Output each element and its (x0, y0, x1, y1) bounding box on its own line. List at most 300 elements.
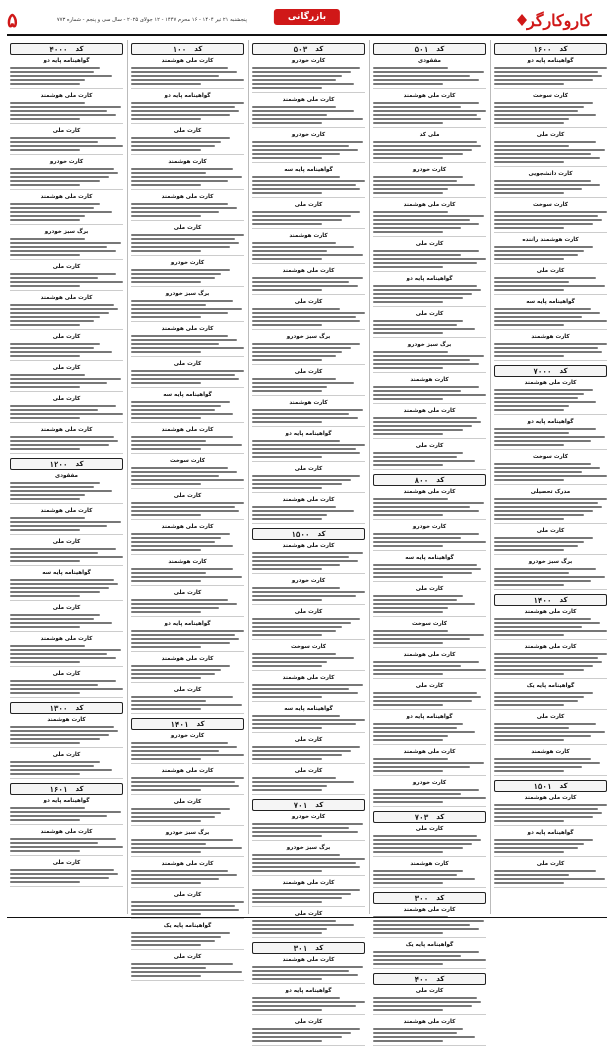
ad-separator (10, 534, 123, 535)
ad-text-line (494, 106, 584, 108)
ad-text-line (131, 781, 235, 783)
ad-text-line (494, 320, 607, 322)
ad-text-line (252, 661, 327, 663)
ad-text-line (10, 242, 121, 244)
ad-text-line (373, 878, 475, 880)
ad-text-line (10, 614, 100, 616)
ad-title: کارت ملی هوشمند (403, 907, 456, 913)
ad-text-line (131, 700, 206, 702)
ad-text-line (10, 448, 80, 450)
ad-separator (252, 983, 365, 984)
ad-text-line (252, 518, 322, 520)
ad-text-line (131, 203, 228, 205)
category-code-band (373, 474, 486, 486)
ad-text-line (252, 343, 360, 345)
ad-text-line (373, 997, 477, 999)
ad-title: کارت ملی هوشمند (282, 543, 335, 549)
ad-separator (252, 1014, 365, 1015)
issue-date-line: پنجشنبه ۲۱ تیر ۱۴۰۴ - ۱۶ محرم ۱۴۴۷ - ۱۲ جولای ۲۰۲۵ - سال سی و پنجم - شماره ۷۷۳ (56, 17, 247, 23)
ad-text-line (131, 172, 206, 174)
ad-text-line (373, 704, 443, 706)
ad-title: کارت هوشمند (531, 749, 570, 755)
ad-text-line (131, 932, 230, 934)
ad-title: کارت ملی (415, 988, 444, 994)
classified-ad (10, 752, 123, 779)
classified-ad (494, 268, 607, 295)
ad-title: گواهینامه پایه دو (285, 431, 332, 437)
ad-text-line (494, 626, 582, 628)
ad-text-line (252, 924, 354, 926)
ad-text-line (373, 533, 479, 535)
category-code-band (373, 43, 486, 55)
ad-title: کارت ملی (52, 334, 81, 340)
ad-text-line (131, 436, 233, 438)
ad-title: کارت ملی هوشمند (282, 880, 335, 886)
ad-text-line (131, 335, 228, 337)
ad-text-line (252, 781, 354, 783)
ad-separator (252, 573, 365, 574)
ad-text-line (373, 71, 484, 73)
classified-ad (10, 295, 123, 330)
ad-text-line (252, 599, 322, 601)
classified-ad (10, 717, 123, 748)
classified-ad (131, 733, 244, 764)
ad-text-line (131, 71, 237, 73)
ad-title: کارت ملی (415, 443, 444, 449)
ad-text-line (131, 75, 219, 77)
ad-title: کارت ملی هوشمند (40, 829, 93, 835)
classified-ad (10, 128, 123, 155)
ad-text-line (10, 645, 85, 647)
ad-text-line (10, 168, 114, 170)
ad-text-line (131, 483, 201, 485)
ad-text-line (494, 397, 578, 399)
ad-text-line (373, 576, 443, 578)
ad-separator (131, 763, 244, 764)
ad-text-line (373, 184, 475, 186)
ad-text-line (10, 494, 85, 496)
ad-text-line (131, 347, 244, 349)
classified-ad (10, 427, 123, 454)
ad-text-line (252, 510, 354, 512)
ad-text-line (252, 359, 322, 361)
ad-text-line (373, 421, 481, 423)
ad-text-line (10, 595, 80, 597)
ad-separator (252, 794, 365, 795)
ad-text-line (494, 149, 605, 151)
ad-text-line (494, 316, 582, 318)
ad-text-line (494, 192, 564, 194)
category-code-label: کد (196, 720, 205, 728)
ad-text-line (373, 835, 477, 837)
category-code: ۴۰۰۰ (49, 44, 68, 54)
ad-title: کارت ملی هوشمند (161, 524, 214, 530)
classified-ad (131, 830, 244, 857)
ad-title: کارت خودرو (291, 814, 326, 820)
ad-text-line (373, 122, 443, 124)
ad-text-line (131, 820, 201, 822)
ad-text-line (252, 785, 327, 787)
ad-separator (373, 709, 486, 710)
ad-text-line (10, 529, 80, 531)
ad-text-line (252, 149, 358, 151)
ad-separator (252, 395, 365, 396)
ad-text-line (252, 556, 349, 558)
ad-text-line (373, 766, 470, 768)
classified-ad (10, 636, 123, 667)
ad-text-line (131, 401, 230, 403)
classified-ad (252, 988, 365, 1015)
ad-title: برگ سبز خودرو (528, 559, 573, 565)
category-code: ۱۵۰۱ (533, 781, 552, 791)
ad-text-line (373, 700, 472, 702)
ad-text-line (373, 351, 448, 353)
ad-text-line (252, 409, 363, 411)
ad-text-line (131, 444, 242, 446)
category-code-label: کد (436, 476, 445, 484)
ad-text-line (494, 568, 596, 570)
classified-ad (131, 493, 244, 520)
ad-text-line (131, 611, 201, 613)
ad-text-line (252, 114, 327, 116)
ad-text-line (252, 145, 349, 147)
ad-text-line (252, 258, 322, 260)
category-code-band (494, 43, 607, 55)
ad-title: گواهینامه پایه دو (164, 93, 211, 99)
ad-text-line (494, 518, 564, 520)
ad-separator (131, 220, 244, 221)
ad-text-line (131, 168, 233, 170)
ad-text-line (494, 762, 600, 764)
ad-text-line (252, 862, 356, 864)
classified-ad (494, 299, 607, 330)
category-code: ۱۵۰۰ (291, 529, 310, 539)
ad-text-line (373, 611, 443, 613)
ad-text-line (373, 417, 477, 419)
classified-ad (252, 268, 365, 295)
ad-separator (131, 794, 244, 795)
ad-text-line (252, 456, 322, 458)
category-code-label: کد (315, 944, 324, 952)
ad-text-line (252, 591, 365, 593)
ad-text-line (494, 281, 569, 283)
ad-text-line (10, 486, 94, 488)
ad-text-line (373, 456, 457, 458)
ad-text-line (131, 234, 244, 236)
category-code-band (10, 702, 123, 714)
ad-text-line (373, 258, 486, 260)
ad-separator (131, 682, 244, 683)
ad-title: کارت ملی (173, 687, 202, 693)
ad-text-line (373, 839, 481, 841)
ad-text-line (494, 545, 578, 547)
ad-title: گواهینامه پایه دو (406, 276, 453, 282)
ad-text-line (252, 75, 342, 77)
classified-ad (494, 795, 607, 826)
ad-text-line (373, 1005, 472, 1007)
classified-ad (373, 988, 486, 1015)
ad-text-line (494, 727, 569, 729)
ad-separator (131, 713, 244, 714)
ad-title: کارت ملی هوشمند (161, 326, 214, 332)
ad-text-line (373, 870, 463, 872)
classified-ad (252, 497, 365, 524)
classified-ad (252, 202, 365, 229)
ad-text-line (373, 669, 486, 671)
classified-ad (373, 377, 486, 404)
category-code-label: کد (315, 801, 324, 809)
ad-text-line (494, 471, 582, 473)
ad-title: کارت ملی (294, 202, 323, 208)
classified-ad (373, 241, 486, 272)
ad-text-line (373, 727, 457, 729)
ad-text-line (252, 250, 327, 252)
ad-separator (131, 123, 244, 124)
ad-title: کارت ملی هوشمند (403, 652, 456, 658)
ad-text-line (373, 789, 479, 791)
ad-text-line (252, 889, 360, 891)
ad-text-line (10, 79, 85, 81)
ad-text-line (252, 277, 363, 279)
ad-text-line (373, 661, 479, 663)
classified-ad (373, 58, 486, 89)
ad-text-line (10, 409, 98, 411)
ad-text-line (252, 688, 349, 690)
category-code-label: کد (75, 704, 84, 712)
ad-text-line (252, 920, 336, 922)
ad-text-line (252, 71, 351, 73)
ad-text-line (10, 692, 80, 694)
ad-title: کارت ملی (536, 714, 565, 720)
ad-text-line (252, 312, 365, 314)
ad-text-line (131, 580, 201, 582)
ad-separator (373, 678, 486, 679)
ad-text-line (10, 343, 100, 345)
ad-separator (10, 824, 123, 825)
ad-title: کارت خودرو (412, 780, 447, 786)
ad-title: کارت ملی هوشمند (282, 268, 335, 274)
classified-ad (131, 194, 244, 221)
ad-text-line (373, 545, 443, 547)
ad-separator (373, 372, 486, 373)
ad-text-line (373, 262, 477, 264)
ad-text-line (252, 696, 322, 698)
classified-ad (252, 675, 365, 702)
ad-separator (131, 918, 244, 919)
classified-ad (373, 524, 486, 551)
ad-text-line (494, 808, 598, 810)
category-code: ۴۰۰ (414, 974, 429, 984)
ad-text-line (10, 75, 112, 77)
ad-text-line (373, 1009, 443, 1011)
ad-text-line (252, 192, 322, 194)
ad-text-line (252, 110, 354, 112)
classified-ad (494, 93, 607, 128)
ad-text-line (131, 673, 215, 675)
ad-text-line (131, 83, 201, 85)
ad-separator (373, 469, 486, 470)
classified-ad (373, 311, 486, 338)
ad-text-line (10, 525, 107, 527)
ad-separator (494, 744, 607, 745)
ad-text-line (494, 141, 596, 143)
ad-title: کارت خودرو (412, 167, 447, 173)
ad-text-line (494, 463, 591, 465)
ad-text-line (252, 386, 327, 388)
ad-text-line (494, 312, 600, 314)
ad-text-line (252, 514, 327, 516)
ad-separator (10, 453, 123, 454)
ad-text-line (494, 355, 564, 357)
ad-text-line (10, 521, 121, 523)
ad-text-line (373, 141, 477, 143)
ad-text-line (252, 1001, 365, 1003)
ad-text-line (252, 966, 363, 968)
ad-text-line (373, 67, 448, 69)
category-code: ۵۰۳ (293, 44, 308, 54)
ad-text-line (373, 153, 463, 155)
classified-ad (252, 431, 365, 462)
ad-text-line (252, 974, 358, 976)
classified-ad (252, 644, 365, 671)
ad-text-line (494, 405, 569, 407)
ad-title: کارت ملی (52, 264, 81, 270)
ad-text-line (373, 75, 470, 77)
category-code-label: کد (75, 45, 84, 53)
ad-text-line (373, 595, 463, 597)
ad-separator (131, 980, 244, 981)
ad-text-line (252, 568, 322, 570)
ad-text-line (10, 811, 121, 813)
category-code: ۱۳۰۰ (49, 703, 68, 713)
ad-text-line (10, 250, 116, 252)
ad-text-line (252, 176, 340, 178)
category-code: ۱۴۰۱ (170, 719, 189, 729)
ad-text-line (494, 114, 596, 116)
ad-text-line (494, 584, 564, 586)
classified-ad (373, 780, 486, 807)
ad-text-line (373, 102, 479, 104)
ad-title: گواهینامه پایه دو (43, 798, 90, 804)
ad-text-line (494, 444, 564, 446)
ad-separator (131, 585, 244, 586)
ad-text-line (373, 924, 470, 926)
ad-text-line (131, 514, 201, 516)
classified-ad (252, 1019, 365, 1046)
ad-text-line (494, 428, 596, 430)
ad-title: کارت ملی (415, 311, 444, 317)
category-code: ۷۰۱ (293, 800, 308, 810)
ad-separator (10, 189, 123, 190)
ad-text-line (10, 618, 94, 620)
ad-text-line (252, 452, 360, 454)
ad-text-line (131, 102, 244, 104)
ad-text-line (10, 556, 123, 558)
ad-text-line (494, 653, 607, 655)
ad-text-line (373, 390, 461, 392)
classified-ad (494, 644, 607, 679)
ad-text-line (373, 359, 470, 361)
ad-title: گواهینامه پایه دو (527, 419, 574, 425)
ad-text-line (373, 793, 461, 795)
ad-text-line (494, 657, 598, 659)
ad-text-line (10, 211, 112, 213)
category-code-label: کد (559, 782, 568, 790)
ad-text-line (373, 696, 481, 698)
ad-text-line (373, 425, 472, 427)
ad-text-line (494, 254, 578, 256)
ad-text-line (373, 118, 481, 120)
category-code-label: کد (559, 596, 568, 604)
ad-text-line (10, 141, 98, 143)
category-code: ۷۰۳ (414, 812, 429, 822)
ad-text-line (252, 634, 322, 636)
category-code-band (131, 718, 244, 730)
ad-title: کارت ملی (173, 892, 202, 898)
classified-ad (131, 621, 244, 652)
classified-ad (10, 539, 123, 566)
ad-separator (252, 461, 365, 462)
category-code-band (373, 973, 486, 985)
category-code-band (252, 942, 365, 954)
ad-text-line (10, 277, 98, 279)
ad-text-line (252, 281, 349, 283)
ad-text-line (373, 320, 463, 322)
ad-text-line (252, 483, 342, 485)
ad-separator (10, 697, 123, 698)
ad-separator (10, 224, 123, 225)
ad-title: کارت ملی هوشمند (403, 408, 456, 414)
ad-text-line (252, 324, 322, 326)
ad-text-line (131, 669, 221, 671)
category-code-band (373, 892, 486, 904)
ad-text-line (373, 363, 479, 365)
ad-text-line (373, 1040, 443, 1042)
ad-text-line (252, 835, 322, 837)
ad-separator (373, 744, 486, 745)
classified-ad (131, 58, 244, 89)
ad-title: کارت ملی (52, 860, 81, 866)
category-code-label: کد (75, 460, 84, 468)
ad-text-line (131, 839, 233, 841)
ad-separator (131, 356, 244, 357)
ad-text-line (373, 1032, 457, 1034)
ad-text-line (373, 955, 461, 957)
ad-separator (10, 855, 123, 856)
classified-ad (131, 159, 244, 190)
ad-text-line (373, 386, 479, 388)
ad-separator (252, 426, 365, 427)
ad-text-line (131, 242, 239, 244)
ad-separator (252, 162, 365, 163)
classified-ad (252, 911, 365, 938)
ad-title: کارت ملی هوشمند (524, 380, 577, 386)
ad-text-line (373, 192, 443, 194)
ad-text-line (10, 347, 94, 349)
classified-ad (494, 528, 607, 555)
ad-separator (10, 631, 123, 632)
ad-text-line (131, 878, 219, 880)
ad-text-line (373, 106, 461, 108)
ad-text-line (131, 665, 230, 667)
ad-text-line (252, 421, 322, 423)
ad-title: کارت ملی هوشمند (403, 93, 456, 99)
classified-ad (252, 706, 365, 733)
classified-ad (373, 1019, 486, 1046)
ad-text-line (10, 626, 80, 628)
ad-separator (494, 775, 607, 776)
ad-separator (373, 937, 486, 938)
